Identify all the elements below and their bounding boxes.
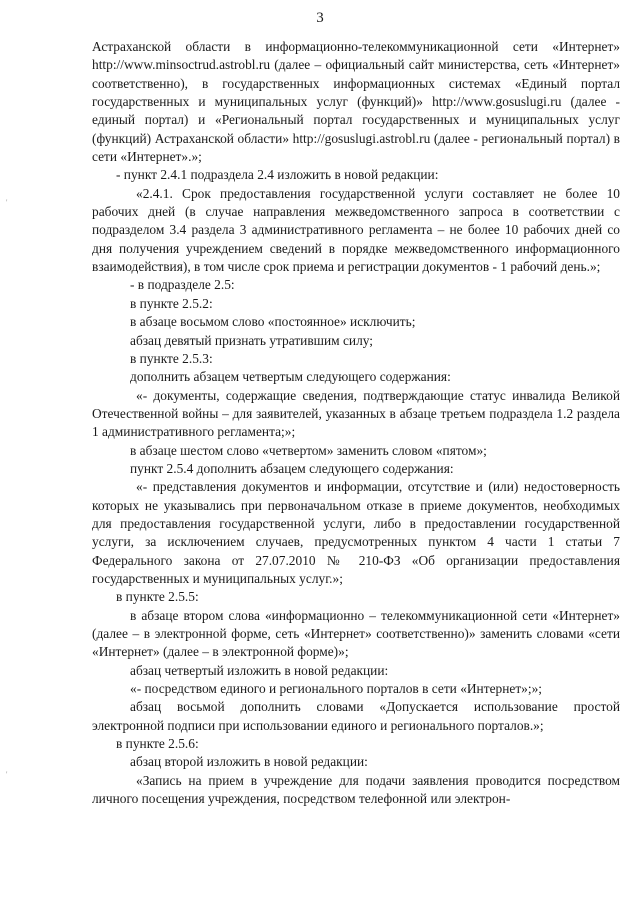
paragraph: в пункте 2.5.6: (116, 736, 199, 752)
paragraph: «2.4.1. Срок предоставления государственной услуги составляет не более 10 рабочих дней (в случае направления межведомственного запроса в соответствии с подразделом 3.4 раздела 3 административного регламента – не более 10 рабочих дней со дня получения учреждением сведений в порядке межведомственного информационного взаимодействия), в том числе срок приема и регистрации документов - 1 рабочий день.»; (92, 185, 620, 275)
paragraph: «- посредством единого и регионального порталов в сети «Интернет»;»; (130, 681, 543, 697)
margin-mark: ' (6, 770, 8, 779)
margin-mark: ' (6, 198, 8, 207)
paragraph: - пункт 2.4.1 подраздела 2.4 изложить в новой редакции: (116, 167, 439, 183)
paragraph: в пункте 2.5.3: (130, 350, 213, 366)
paragraph: «Запись на прием в учреждение для подачи заявления проводится посредством личного посещения учреждения, посредством телефонной или электрон- (92, 772, 620, 807)
paragraph: в абзаце втором слова «информационно – телекоммуникационной сети «Интернет» (далее – в электронной форме, сеть «Интернет» соответственно)» заменить словами «сети «Интернет» (далее – в электронной форме)»; (92, 607, 620, 660)
paragraph: абзац второй изложить в новой редакции: (130, 754, 368, 770)
paragraph: Астраханской области в информационно-телекоммуникационной сети «Интернет» http://www.minsoctrud.astrobl.ru (далее – официальный сайт министерства, сеть «Интернет» соответственно), в государственных информационных системах «Единый портал государственных и муниципальных услуг (функций)» http://www.gosuslugi.ru (далее - единый портал) и «Региональный портал государственных и муниципальных услуг (функций) Астраханской области» http://gosuslugi.astrobl.ru (далее - региональный портал) в сети «Интернет».»; (92, 39, 620, 165)
page-number: 3 (316, 10, 324, 26)
paragraph: абзац девятый признать утратившим силу; (130, 332, 373, 348)
paragraph: пункт 2.5.4 дополнить абзацем следующего содержания: (130, 460, 454, 476)
paragraph: - в подразделе 2.5: (130, 277, 235, 293)
paragraph: дополнить абзацем четвертым следующего содержания: (130, 369, 451, 385)
paragraph: в абзаце шестом слово «четвертом» заменить словом «пятом»; (130, 442, 487, 458)
paragraph: «- документы, содержащие сведения, подтверждающие статус инвалида Великой Отечественной войны – для заявителей, указанных в абзаце третьем подраздела 1.2 раздела 1 административного регламента;»; (92, 387, 620, 440)
paragraph: абзац восьмой дополнить словами «Допускается использование простой электронной подписи при использовании единого и регионального порталов.»; (92, 699, 620, 733)
paragraph: в абзаце восьмом слово «постоянное» исключить; (130, 314, 416, 330)
paragraph: «- представления документов и информации, отсутствие и (или) недостоверность которых не указывались при первоначальном отказе в приеме документов, необходимых для предоставления государственной услуги, либо в предоставлении государственной услуги, за исключением случаев, предусмотренных пунктом 4 части 1 статьи 7 Федерального закона от 27.07.2010 № 210-ФЗ «Об организации предоставления государственных и муниципальных услуг.»; (92, 479, 620, 586)
paragraph: в пункте 2.5.2: (130, 295, 213, 311)
paragraph: абзац четвертый изложить в новой редакции: (130, 662, 389, 678)
document-body (92, 38, 620, 808)
paragraph: в пункте 2.5.5: (116, 589, 199, 605)
